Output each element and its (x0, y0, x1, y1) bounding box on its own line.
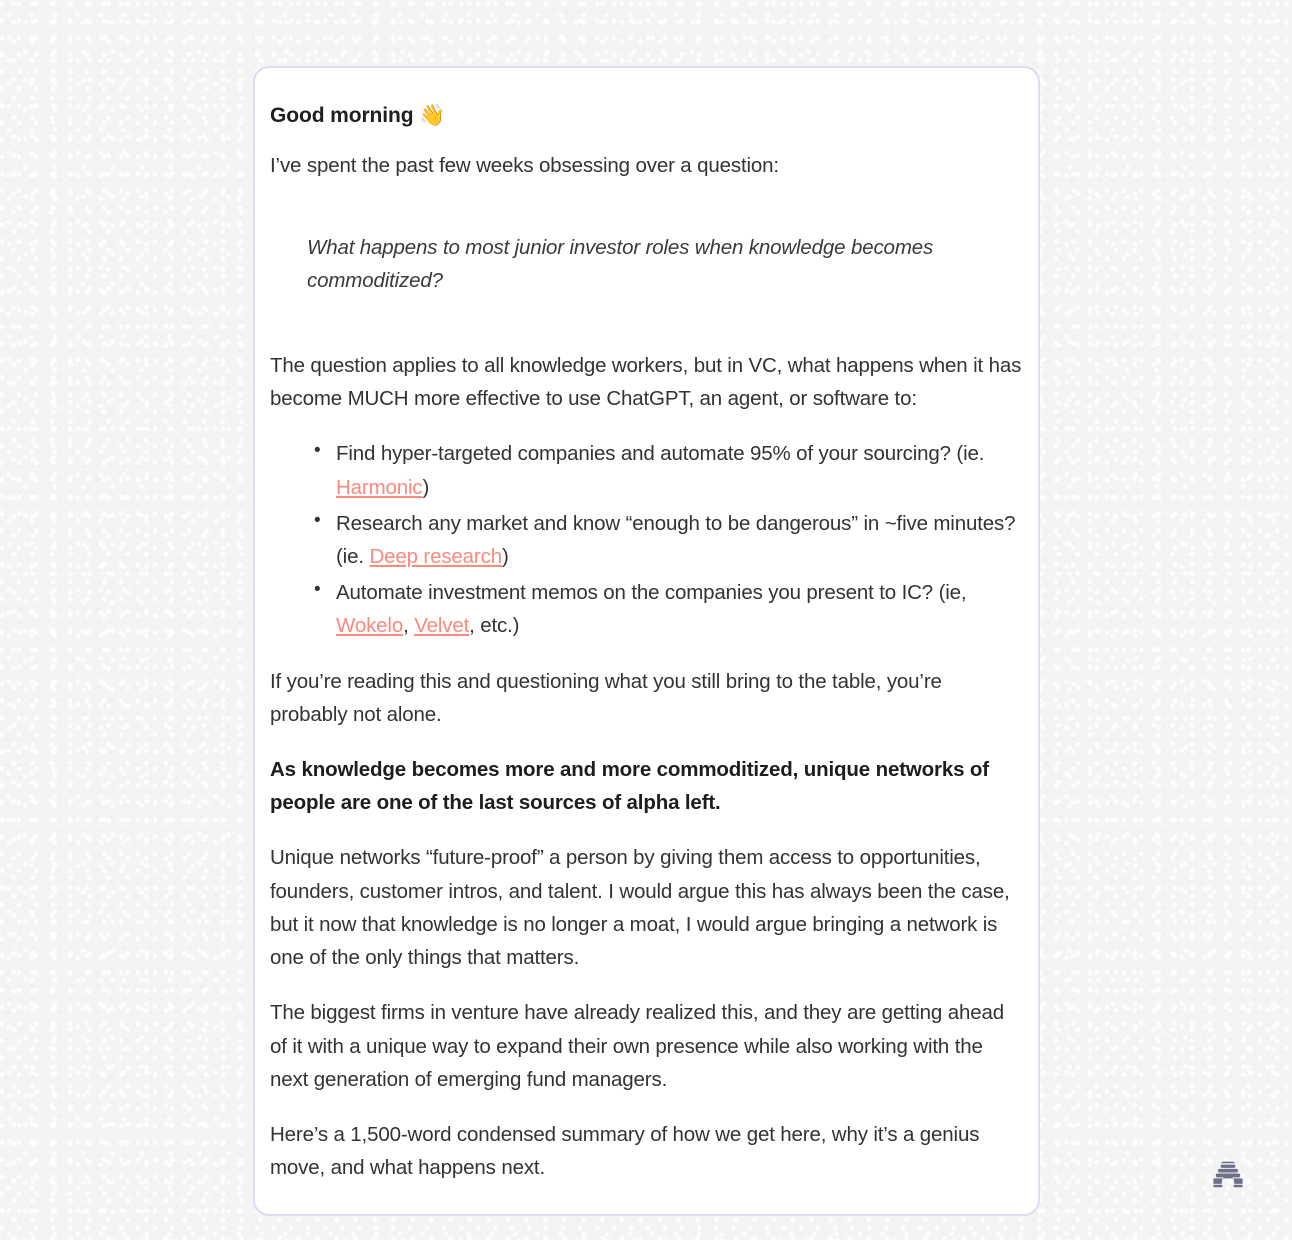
email-content-card (253, 66, 1040, 1216)
capability-bullet-list (270, 437, 1023, 642)
wokelo-link[interactable]: Wokelo (336, 614, 404, 638)
harmonic-link[interactable]: Harmonic (336, 475, 423, 499)
bullet-text-before: Automate investment memos on the companies you present to IC? (ie, (336, 581, 967, 605)
greeting-text: Good morning (270, 104, 414, 127)
bullet-text-middle: , (403, 614, 415, 638)
list-item (336, 437, 1023, 503)
intro-paragraph: I’ve spent the past few weeks obsessing over a question: (270, 154, 779, 178)
context-paragraph: The question applies to all knowledge workers, but in VC, what happens when it has become MUCH more effective to use ChatGPT, an agent, or software to: (270, 354, 1022, 411)
bullet-text-after: ) (501, 545, 509, 569)
bullet-text-after: ) (422, 475, 430, 499)
closing-paragraph: Here’s a 1,500-word condensed summary of how we get here, why it’s a genius move, and what happens next. (270, 1122, 980, 1180)
email-greeting-heading (270, 100, 1023, 131)
deep-research-link[interactable]: Deep research (369, 545, 502, 569)
email-body (270, 100, 1023, 1184)
waving-hand-emoji: 👋 (419, 103, 446, 127)
pull-quote-text: What happens to most junior investor roles when knowledge becomes commoditized? (307, 235, 934, 292)
networks-paragraph: Unique networks “future-proof” a person by giving them access to opportunities, founders, customer intros, and talent. I would argue this has always been the case, but it now that knowledge is no longer a moat, I would argue bringing a network is one of the only things that matters. (270, 846, 1010, 970)
beehive-logo[interactable] (1211, 1157, 1245, 1191)
list-item (336, 507, 1023, 573)
bullet-text-after: , etc.) (469, 614, 520, 638)
pull-quote (270, 231, 1023, 297)
firms-paragraph: The biggest firms in venture have already realized this, and they are getting ahead of it with a unique way to expand their own presence while also working with the next generation of emerging fund managers. (270, 1001, 1004, 1091)
not-alone-paragraph: If you’re reading this and questioning what you still bring to the table, you’re probably not alone. (270, 669, 942, 726)
velvet-link[interactable]: Velvet (414, 614, 470, 638)
bullet-text-before: Find hyper-targeted companies and automate 95% of your sourcing? (ie. (336, 442, 985, 466)
thesis-paragraph: As knowledge becomes more and more commoditized, unique networks of people are one of the last sources of alpha left. (270, 758, 989, 815)
list-item (336, 576, 1023, 642)
bullet-text-before: Research any market and know “enough to be dangerous” in ~five minutes? (ie. (336, 511, 1016, 569)
